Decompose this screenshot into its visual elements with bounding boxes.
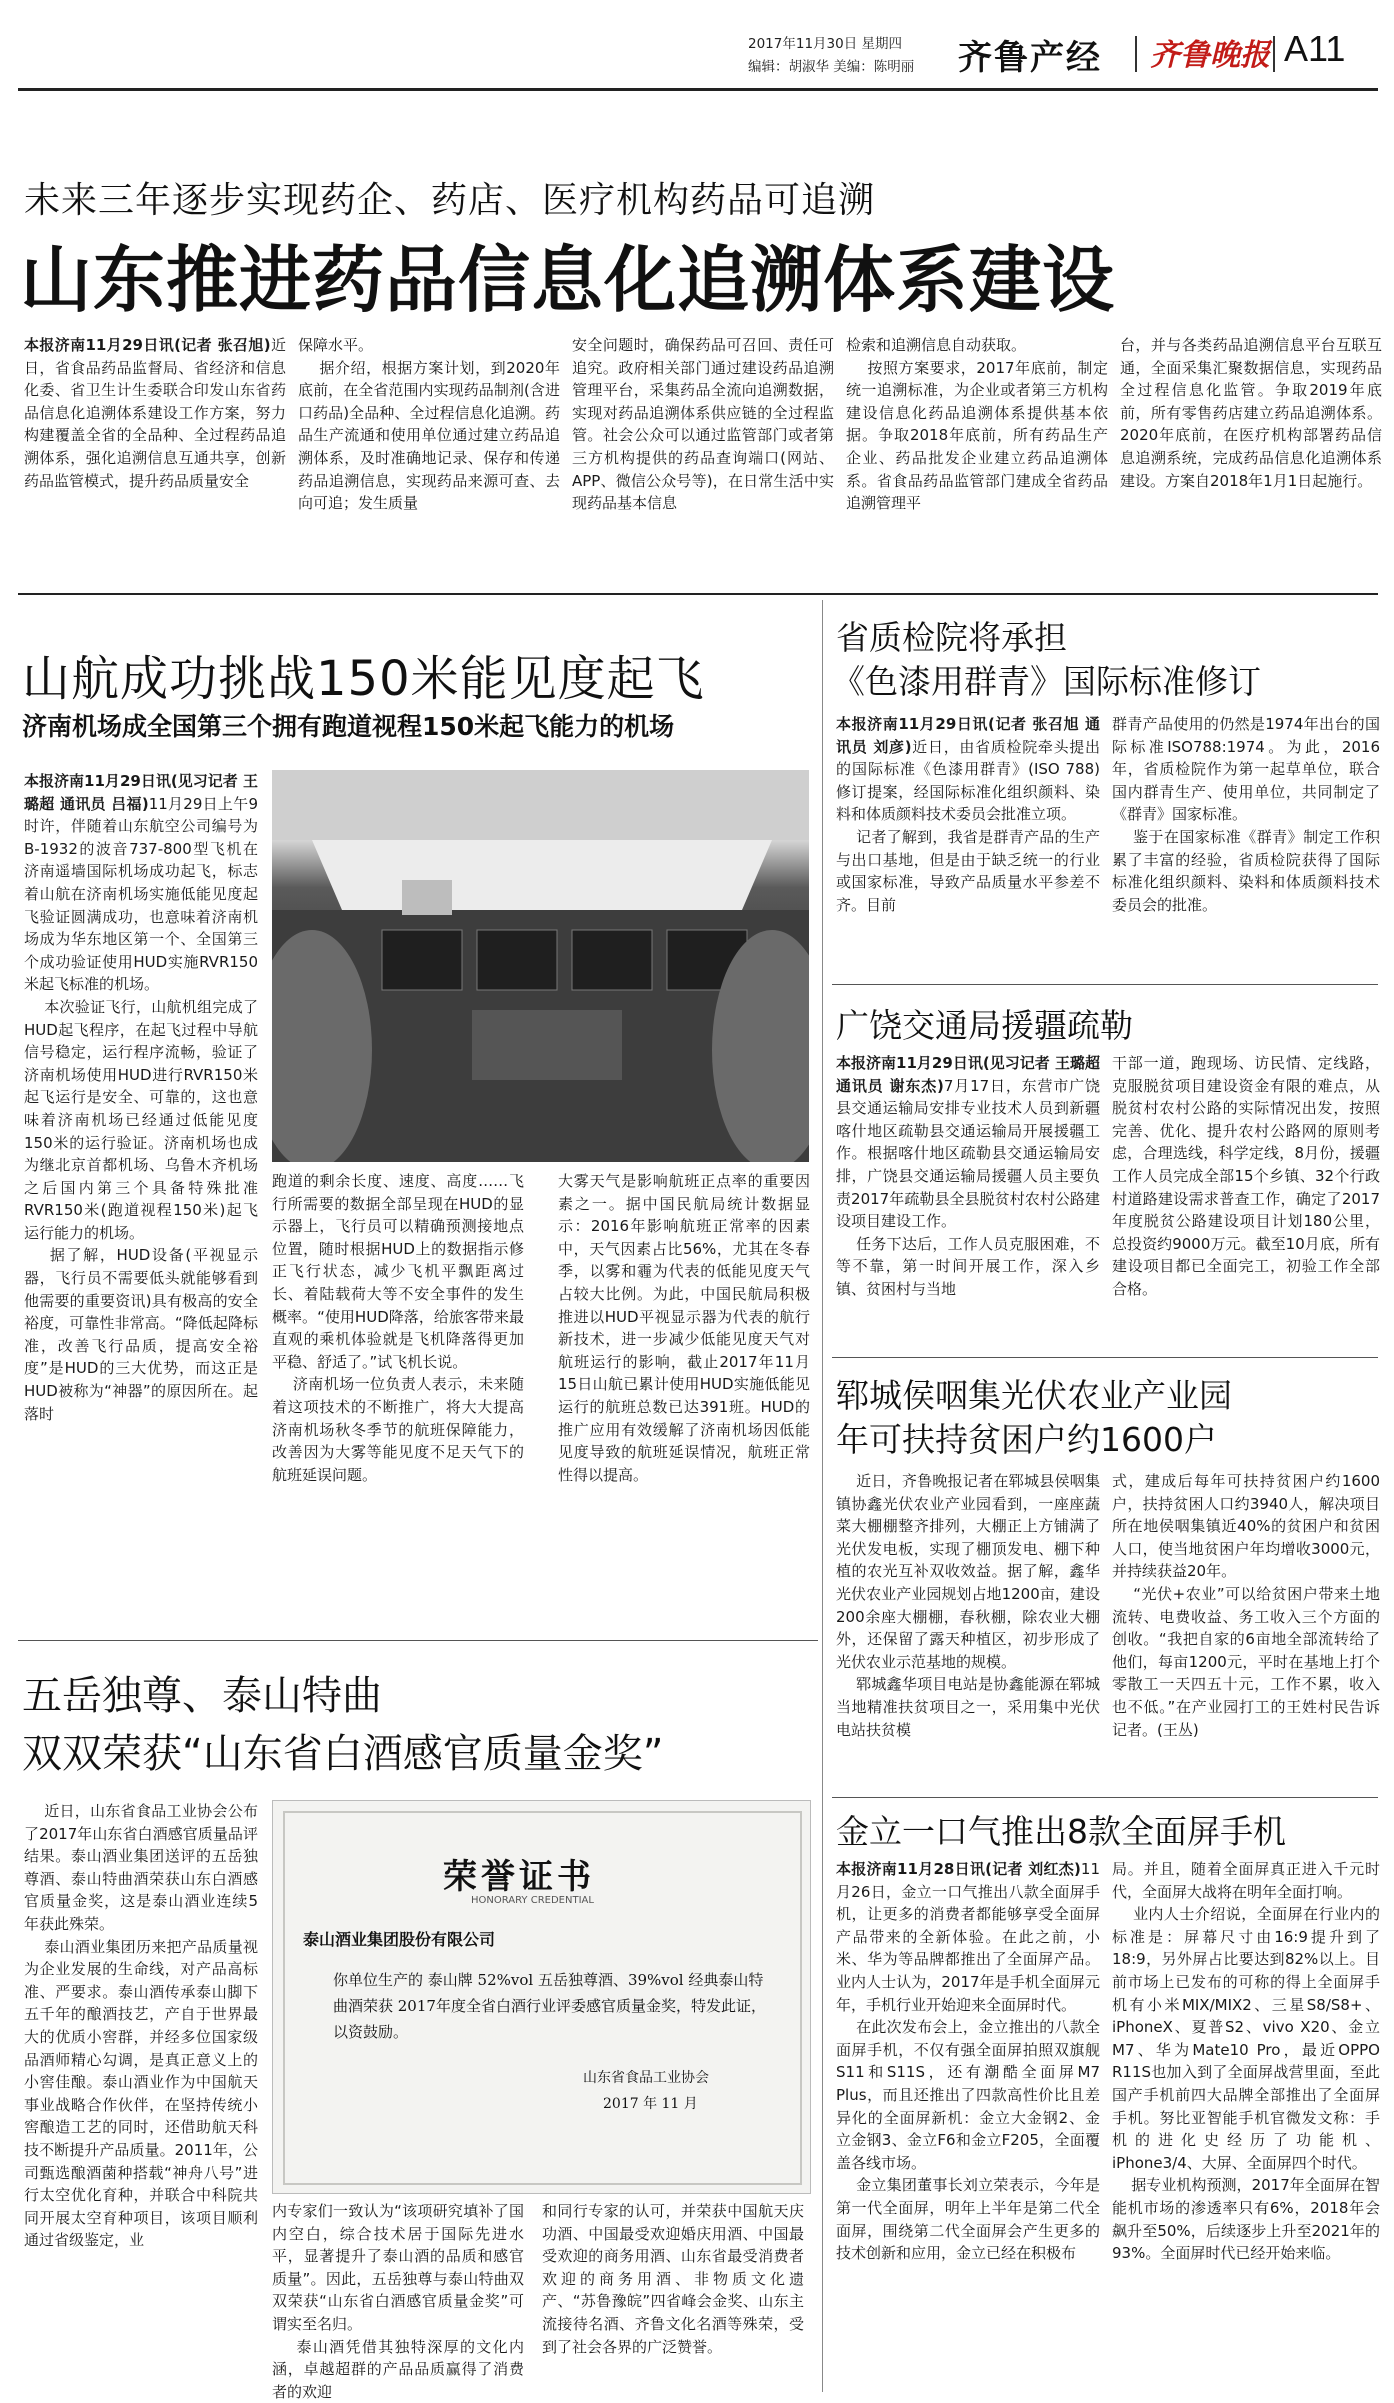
article4-bottom-rule (832, 1357, 1378, 1358)
article1-kicker: 未来三年逐步实现药企、药店、医疗机构药品可追溯 (24, 180, 876, 221)
certificate-title: 荣誉证书 (443, 1857, 595, 1897)
article1-col3: 安全问题时，确保药品可召回、责任可追究。政府相关部门通过建设药品追溯管理平台，采集药品全流向追溯数据，实现对药品追溯体系供应链的全过程监管。社会公众可以通过监管部门或者第三方机构提供的药品查询端口(网站、APP、微信公众号等)，在日常生活中实现药品基本信息 (572, 336, 834, 513)
article4-col2: 干部一道，跑现场、访民情、定线路，克服脱贫项目建设资金有限的难点，从脱贫村农村公路的实际情况出发，按照完善、优化、提升农村公路网的原则考虑，合理选线，科学定线，8月份，援疆工作人员完成全部15个乡镇、32个行政村道路建设需求普查工作，确定了2017年度脱贫公路建设项目计划180公里，总投资约9000万元。截至10月底，所有建设项目都已全面完工，初验工作全部合格。 (1112, 1054, 1380, 1298)
article3-col1-text: 近日，由省质检院牵头提出的国际标准《色漆用群青》(ISO 788)修订提案，经国际标准化组织颜料、染料和体质颜料技术委员会批准立项。 记者了解到，我省是群青产品的生产与出口基地，但是由于缺乏统一的行业或国家标准，导致产品质量水平参差不齐。目前 (836, 737, 1100, 914)
column-divider (822, 600, 823, 2392)
article3-lead: 本报济南11月29日讯(记者 张召旭 通讯员 刘彦) (836, 715, 1100, 756)
cockpit-photo (272, 770, 809, 1162)
certificate-recipient: 泰山酒业集团股份有限公司 (303, 1930, 496, 1949)
honor-certificate (272, 1800, 811, 2194)
masthead-rule (18, 88, 1378, 91)
article4-lead: 本报济南11月29日讯(见习记者 王璐超 通讯员 谢东杰) (836, 1054, 1106, 1095)
certificate-subtitle: HONORARY CREDENTIAL (471, 1895, 594, 1906)
article4-headline: 广饶交通局援疆疏勒 (836, 1006, 1133, 1045)
certificate-text: 你单位生产的 泰山牌 52%vol 五岳独尊酒、39%vol 经典泰山特曲酒荣获 2017年度全省白酒行业评委感官质量金奖，特发此证，以资鼓励。 (333, 1971, 766, 2041)
article4-col1-text: 7月17日，东营市广饶县交通运输局安排专业技术人员到新疆喀什地区疏勒县交通运输局开展援疆工作。根据喀什地区疏勒县交通运输局安排，广饶县交通运输局援疆人员主要负责2017年疏勒县全县脱贫村农村公路建设项目建设工作。 任务下达后，工作人员克服困难，不等不靠，第一时间开展工作，深入乡镇、贫困村与当地 (836, 1076, 1100, 1298)
article7-col1-text: 11月26日，金立一口气推出八款全面屏手机，让更多的消费者都能够享受全面屏产品带来的全新体验。在此之前，小米、华为等品牌都推出了全面屏产品。业内人士认为，2017年是手机全面屏元年，手机行业开始迎来全面屏时代。 在此次发布会上，金立推出的八款全面屏手机，不仅有强全面屏拍照双旗舰S11和S11S，还有潮酷全面屏M7 Plus，而且还推出了四款高性价比且差异化的全面屏新机：金立大金钢2、金立金钢3、金立F6和金立F205，全面覆盖各线市场。 金立集团董事长刘立荣表示，今年是第一代全面屏，明年上半年是第二代全面屏，围绕第二代全面屏会产生更多的技术创新和应用，金立已经在积极布 (836, 1860, 1100, 2263)
article2-bottom-rule (18, 1640, 818, 1641)
certificate-issuer: 山东省食品工业协会 (583, 2070, 709, 2086)
issue-date: 2017年11月30日 星期四 (748, 36, 903, 52)
section-name: 齐鲁产经 (958, 38, 1102, 78)
article7-col2: 局。并且，随着全面屏真正进入千元时代，全面屏大战将在明年全面打响。 业内人士介绍说，全面屏在行业内的标准是：屏幕尺寸由16:9提升到了18:9，另外屏占比要达到82%以上。目前市场上已发布的可称的得上全面屏手机有小米MIX/MIX2、三星S8/S8+、iPhoneX、夏普S2、vivo X20、金立M7、华为Mate10 Pro，最近OPPO R11S也加入到了全面屏战营里面，至此国产手机前四大品牌全部推出了全面屏手机。努比亚智能手机官微发文称：手机的进化史经历了功能机、iPhone3/4、大屏、全面屏四个时代。 据专业机构预测，2017年全面屏在智能机市场的渗透率只有6%，2018年会飙升至50%，后续逐步上升至2021年的93%。全面屏时代已经开始来临。 (1112, 1860, 1380, 2263)
article5-col1: 近日，齐鲁晚报记者在郓城县侯咽集镇协鑫光伏农业产业园看到，一座座蔬菜大棚棚整齐排列，大棚正上方铺满了光伏发电板，实现了棚顶发电、棚下种植的农光互补双收效益。据了解，鑫华光伏农业产业园规划占地1200亩，建设200余座大棚棚，春秋棚，除农业大棚外，还保留了露天种植区，初步形成了光伏农业示范基地的规模。 郓城鑫华项目电站是协鑫能源在郓城当地精准扶贫项目之一，采用集中光伏电站扶贫模 (836, 1472, 1100, 1739)
article6-headline2: 双双荣获“山东省白酒感官质量金奖” (22, 1731, 664, 1777)
article1-col4: 检索和追溯信息自动获取。 按照方案要求，2017年底前，制定统一追溯标准，为企业或者第三方机构建设信息化药品追溯体系提供基本依据。争取2018年底前，所有药品生产企业、药品批发企业建立药品追溯体系。省食品药品监管部门建成全省药品追溯管理平 (846, 336, 1108, 513)
article6-headline1: 五岳独尊、泰山特曲 (22, 1673, 382, 1719)
article1-lead: 本报济南11月29日讯(记者 张召旭) (24, 336, 271, 354)
article3-bottom-rule (832, 984, 1378, 985)
article1-col5: 台，并与各类药品追溯信息平台互联互通，全面采集汇聚数据信息，实现药品全过程信息化监管。争取2019年底前，所有零售药店建立药品追溯体系。2020年底前，在医疗机构部署药品信息追溯系统，完成药品信息化追溯体系建设。方案自2018年1月1日起施行。 (1120, 336, 1382, 490)
article2-col1 (24, 770, 258, 1425)
article5-headline1: 郓城侯咽集光伏农业产业园 (836, 1376, 1232, 1415)
article7-headline: 金立一口气推出8款全面屏手机 (836, 1812, 1286, 1851)
article3-col2: 群青产品使用的仍然是1974年出台的国际标准ISO788:1974。为此，2016年，省质检院作为第一起草单位，联合国内群青生产、使用单位，共同制定了《群青》国家标准。 鉴于在国家标准《群青》制定工作积累了丰富的经验，省质检院获得了国际标准化组织颜料、染料和体质颜料技术委员会的批准。 (1112, 715, 1380, 914)
article4-col1 (836, 1052, 1106, 1301)
article2-headline: 山航成功挑战150米能见度起飞 (22, 651, 705, 707)
article1-col2: 保障水平。 据介绍，根据方案计划，到2020年底前，在全省范围内实现药品制剂(含进口药品)全品种、全过程信息化追溯。药品生产流通和使用单位通过建立药品追溯体系，及时准确地记录、保存和传递药品追溯信息，实现药品来源可查、去向可追；发生质量 (298, 336, 560, 513)
article7-col1 (836, 1858, 1100, 2265)
article1-bottom-rule (18, 593, 1378, 595)
article2-col3: 大雾天气是影响航班正点率的重要因素之一。据中国民航局统计数据显示：2016年影响航班正常率的因素中，天气因素占比56%，尤其在冬春季，以雾和霾为代表的低能见度天气占较大比例。为此，中国民航局积极推进以HUD平视显示器为代表的航行新技术，进一步减少低能见度天气对航班运行的影响，截止2017年11月15日山航已累计使用HUD实施低能见运行的航班总数已达391班。HUD的推广应用有效缓解了济南机场因低能见度导致的航班延误情况，航班正常性得以提高。 (558, 1172, 810, 1484)
page-divider (1135, 36, 1137, 72)
article6-col3: 和同行专家的认可，并荣获中国航天庆功酒、中国最受欢迎婚庆用酒、中国最受欢迎的商务用酒、山东省最受消费者欢迎的商务用酒、非物质文化遗产、“苏鲁豫皖”四省峰会金奖、山东主流接待名酒、齐鲁文化名酒等殊荣，受到了社会各界的广泛赞誉。 (542, 2202, 804, 2356)
page-number: A11 (1284, 28, 1346, 69)
article1-col1-text: 近日，省食品药品监督局、省经济和信息化委、省卫生计生委联合印发山东省药品信息化追溯体系建设工作方案，努力构建覆盖全省的全品种、全过程药品追溯体系，强化追溯信息互通共享，创新药品监管模式，提升药品质量安全 (24, 336, 286, 490)
article6-col1: 近日，山东省食品工业协会公布了2017年山东省白酒感官质量品评结果。泰山酒业集团送评的五岳独尊酒、泰山特曲酒荣获山东白酒感官质量金奖，这是泰山酒业连续5年获此殊荣。 泰山酒业集团历来把产品质量视为企业发展的生命线，对产品高标准、严要求。泰山酒传承泰山脚下五千年的酿酒技艺，产自于世界最大的优质小窖群，并经多位国家级品酒师精心勾调，是真正意义上的小窖佳酿。泰山酒业作为中国航天事业战略合作伙伴，在坚持传统小窖酿造工艺的同时，还借助航天科技不断提升产品质量。2011年，公司甄选酿酒菌种搭载“神舟八号”进行太空优化育种，并联合中科院共同开展太空育种项目，该项目顺利通过省级鉴定，业 (24, 1802, 258, 2250)
article3-headline2: 《色漆用群青》国际标准修订 (832, 662, 1261, 701)
article6-col2: 内专家们一致认为“该项研究填补了国内空白，综合技术居于国际先进水平，显著提升了泰山酒的品质和感官质量”。因此，五岳独尊与泰山特曲双双荣获“山东省白酒感官质量金奖”可谓实至名归。 泰山酒凭借其独特深厚的文化内涵，卓越超群的产品品质赢得了消费者的欢迎 (272, 2202, 524, 2401)
article1-col1 (24, 334, 286, 492)
page-divider-2 (1273, 36, 1275, 72)
certificate-date: 2017 年 11 月 (603, 2096, 698, 2112)
article2-subhead: 济南机场成全国第三个拥有跑道视程150米起飞能力的机场 (22, 712, 675, 741)
editors-line: 编辑：胡淑华 美编：陈明丽 (748, 59, 915, 75)
paper-logo: 齐鲁晚报 (1150, 38, 1270, 73)
article2-col2: 跑道的剩余长度、速度、高度……飞行所需要的数据全部呈现在HUD的显示器上，飞行员可以精确预测接地点位置，随时根据HUD上的数据指示修正飞行状态，减少飞机平飘距离过长、着陆载荷大等不安全事件的发生概率。“使用HUD降落，给旅客带来最直观的乘机体验就是飞机降落得更加平稳、舒适了。”试飞机长说。 济南机场一位负责人表示，未来随着这项技术的不断推广，将大大提高济南机场秋冬季节的航班保障能力，改善因为大雾等能见度不足天气下的航班延误问题。 (272, 1172, 524, 1484)
article2-col1-text: 11月29日上午9时许，伴随着山东航空公司编号为B-1932的波音737-800型飞机在济南遥墙国际机场成功起飞，标志着山航在济南机场实施低能见度起飞验证圆满成功，也意味着济南机场成为华东地区第一个、全国第三个成功验证使用HUD实施RVR150米起飞标准的机场。 本次验证飞行，山航机组完成了HUD起飞程序，在起飞过程中导航信号稳定，运行程序流畅，验证了济南机场使用HUD进行RVR150米起飞运行是安全、可靠的，这也意味着济南机场已经通过低能见度150米的运行验证。济南机场也成为继北京首都机场、乌鲁木齐机场之后国内第三个具备特殊批准RVR150米(跑道视程150米)起飞运行能力的机场。 据了解，HUD设备(平视显示器，飞行员不需要低头就能够看到他需要的重要资讯)具有极高的安全裕度，可靠性非常高。“降低起降标准，改善飞行品质，提高安全裕度”是HUD的三大优势，而这正是HUD被称为“神器”的原因所在。起落时 (24, 794, 258, 1423)
article5-col2: 式，建成后每年可扶持贫困户约1600户，扶持贫困人口约3940人，解决项目所在地侯咽集镇近40%的贫困户和贫困人口，使当地贫困户年均增收3000元，并持续获益20年。 “光伏+农业”可以给贫困户带来土地流转、电费收益、务工收入三个方面的创收。“我把自家的6亩地全部流转给了他们，每亩1200元，平时在基地上打个零散工一天四五十元，工作不累，收入也不低。”在产业园打工的王姓村民告诉记者。(王丛) (1112, 1472, 1380, 1739)
article5-bottom-rule (832, 1797, 1378, 1798)
article7-lead: 本报济南11月28日讯(记者 刘红杰) (836, 1860, 1081, 1878)
article3-headline1: 省质检院将承担 (836, 618, 1067, 657)
article2-lead: 本报济南11月29日讯(见习记者 王璐超 通讯员 吕福) (24, 772, 258, 813)
article3-col1 (836, 713, 1100, 916)
article5-headline2: 年可扶持贫困户约1600户 (836, 1420, 1217, 1459)
article1-headline: 山东推进药品信息化追溯体系建设 (20, 238, 1116, 322)
